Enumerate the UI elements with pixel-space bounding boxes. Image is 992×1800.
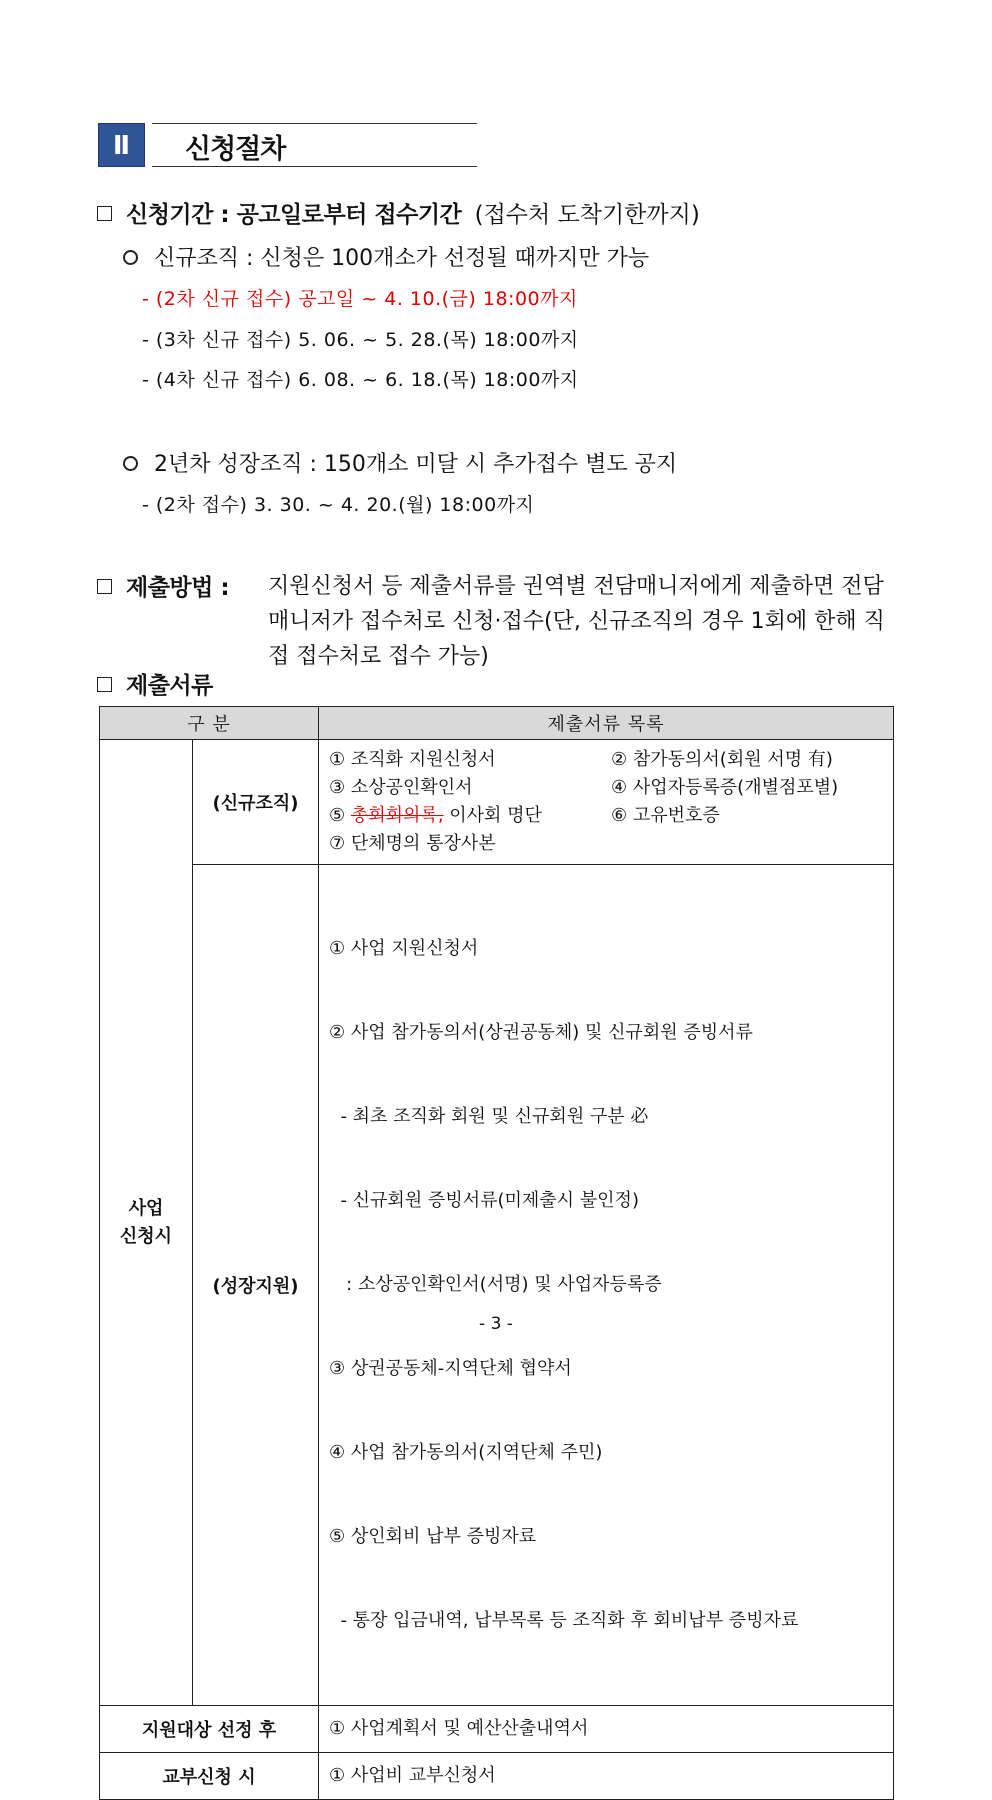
- new-org-line: [123, 241, 649, 272]
- growth-item: ③ 상권공동체-지역단체 협약서: [329, 1358, 572, 1379]
- header-category: 구 분: [100, 707, 319, 740]
- new-item-7: ⑦ 단체명의 통장사본: [329, 833, 496, 854]
- new-org-text: 신규조직 : 신청은 100개소가 선정될 때까지만 가능: [154, 246, 650, 271]
- growth-item: - 신규회원 증빙서류(미제출시 불인정): [329, 1190, 639, 1211]
- method-label: 제출방법 :: [126, 575, 230, 601]
- growth-item: - 최초 조직화 회원 및 신규회원 구분 必: [329, 1106, 649, 1127]
- page-number: - 3 -: [479, 1314, 513, 1334]
- new-item-5: ⑤ 총회회의록, 이사회 명단: [329, 805, 542, 826]
- section-title: 신청절차: [185, 134, 286, 165]
- new-item-3: ③ 소상공인확인서: [329, 777, 473, 798]
- table-row: [100, 1753, 894, 1800]
- growth-item: ④ 사업 참가동의서(지역단체 주민): [329, 1442, 603, 1463]
- after-select-item: ① 사업계획서 및 예산산출내역서: [319, 1706, 894, 1753]
- grant-item: ① 사업비 교부신청서: [319, 1753, 894, 1800]
- growth-item: : 소상공인확인서(서명) 및 사업자등록증: [329, 1274, 662, 1295]
- group-business-cell: 사업 신청시: [100, 740, 193, 1706]
- new-item-2: ② 참가동의서(회원 서명 有): [611, 749, 833, 770]
- growth-item: ① 사업 지원신청서: [329, 938, 479, 959]
- table-row: [100, 1706, 894, 1753]
- header-list: 제출서류 목록: [319, 707, 894, 740]
- table-header-row: [100, 707, 894, 740]
- new-org-items: [319, 740, 894, 865]
- after-select-label: 지원대상 선정 후: [100, 1706, 319, 1753]
- documents-table: [99, 706, 894, 1800]
- new-item-4: ④ 사업자등록증(개별점포별): [611, 777, 839, 798]
- growth-label: (성장지원): [193, 865, 319, 1706]
- growth-item: - 통장 입금내역, 납부목록 등 조직화 후 회비납부 증빙자료: [329, 1610, 799, 1631]
- period-note: (접수처 도착기한까지): [474, 202, 700, 228]
- docs-label: 제출서류: [126, 673, 213, 699]
- growth-round-2: - (2차 접수) 3. 30. ~ 4. 20.(월) 18:00까지: [142, 494, 535, 516]
- growth-item: ⑤ 상인회비 납부 증빙자료: [329, 1526, 537, 1547]
- growth-org-text: 2년차 성장조직 : 150개소 미달 시 추가접수 별도 공지: [154, 452, 678, 477]
- circle-bullet-icon: [123, 456, 138, 471]
- section-number-badge: Ⅱ: [98, 123, 145, 167]
- new-org-label: (신규조직): [193, 740, 319, 865]
- struck-text: 총회회의록,: [350, 805, 444, 826]
- grant-label: 교부신청 시: [100, 1753, 319, 1800]
- checkbox-square-icon: [97, 206, 112, 221]
- checkbox-square-icon: [97, 579, 112, 594]
- checkbox-square-icon: [97, 677, 112, 692]
- new-round-4: - (4차 신규 접수) 6. 08. ~ 6. 18.(목) 18:00까지: [142, 369, 579, 391]
- method-body: 지원신청서 등 제출서류를 권역별 전담매니저에게 제출하면 전담매니저가 접수처로 신청·접수(단, 신규조직의 경우 1회에 한해 직접 접수처로 접수 가능): [268, 574, 885, 669]
- new-round-3: - (3차 신규 접수) 5. 06. ~ 5. 28.(목) 18:00까지: [142, 329, 579, 351]
- growth-item: ② 사업 참가동의서(상권공동체) 및 신규회원 증빙서류: [329, 1022, 753, 1043]
- period-label: 신청기간 : 공고일로부터 접수기간: [126, 202, 462, 228]
- new-item-6: ⑥ 고유번호증: [611, 805, 720, 826]
- method-heading: [97, 569, 229, 602]
- new-item-1: ① 조직화 지원신청서: [329, 749, 496, 770]
- period-heading: [97, 196, 700, 229]
- table-row: [100, 865, 894, 1706]
- growth-org-line: [123, 447, 677, 478]
- docs-heading: [97, 667, 213, 700]
- growth-items: [319, 865, 894, 1706]
- table-row: [100, 740, 894, 865]
- new-round-2: - (2차 신규 접수) 공고일 ~ 4. 10.(금) 18:00까지: [142, 288, 578, 310]
- circle-bullet-icon: [123, 250, 138, 265]
